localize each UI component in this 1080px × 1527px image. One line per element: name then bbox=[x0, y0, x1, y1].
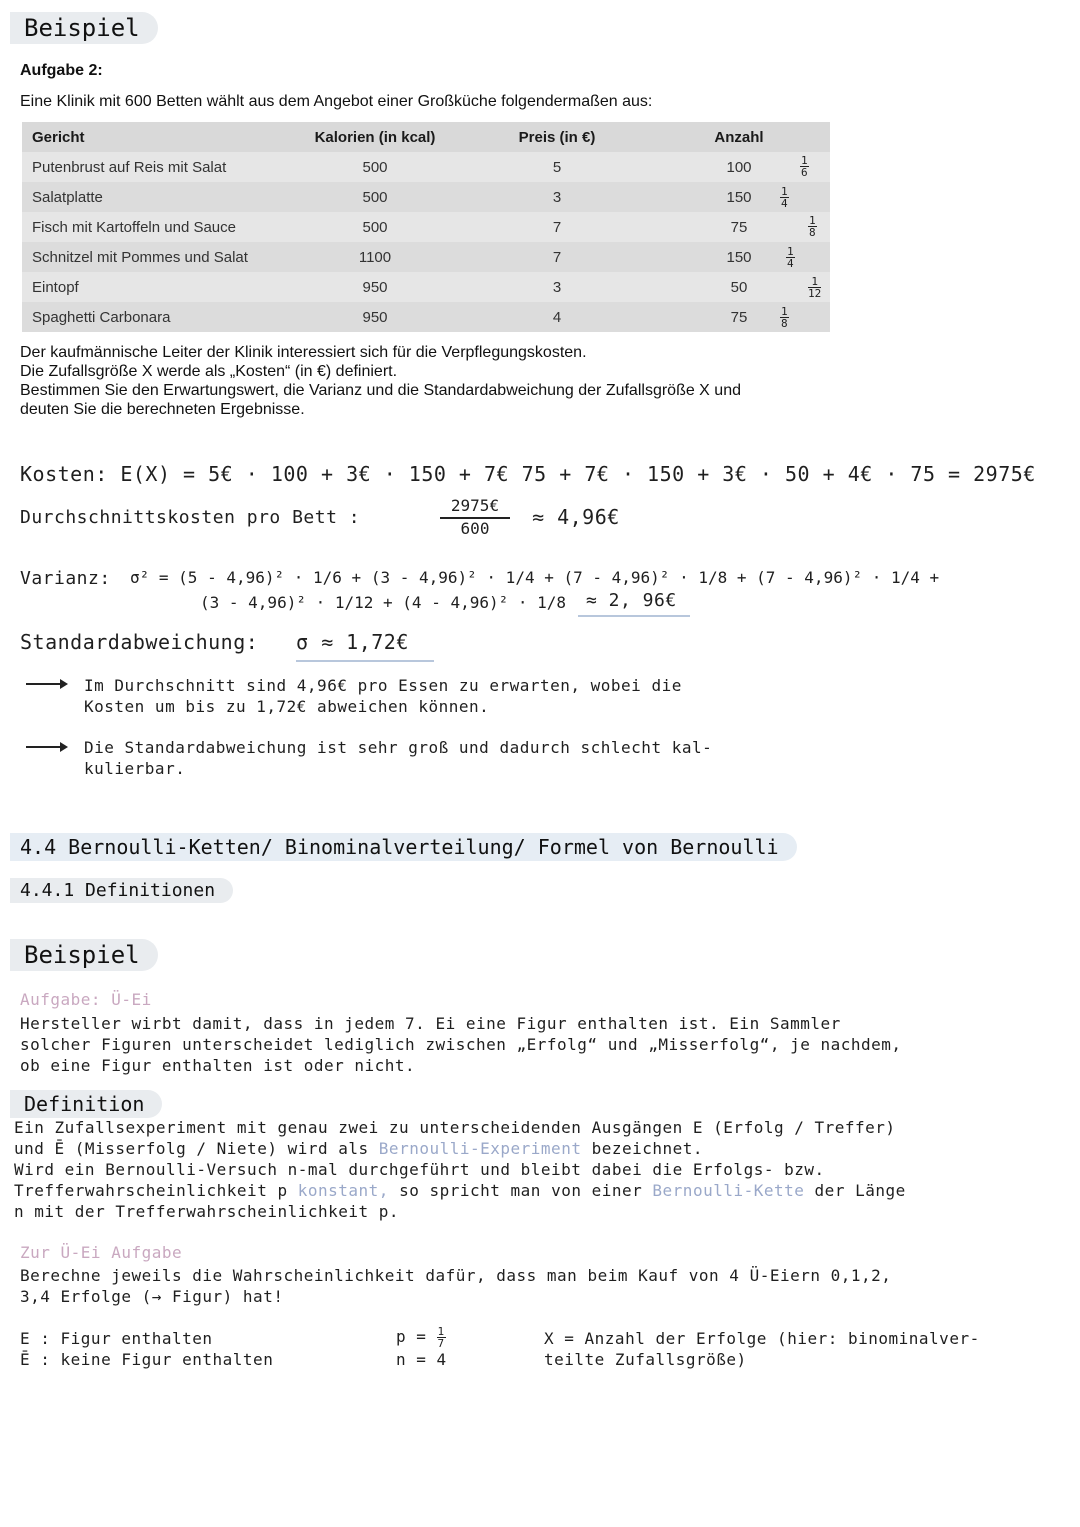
zur-aufgabe-label: Zur Ü-Ei Aufgabe bbox=[20, 1243, 183, 1262]
cell-gericht: Spaghetti Carbonara bbox=[22, 302, 284, 332]
table-row bbox=[22, 152, 830, 182]
cell-preis: 5 bbox=[466, 152, 648, 182]
table-row bbox=[22, 182, 830, 212]
table-frac-6: $\frac{1}{8}$ bbox=[781, 305, 788, 330]
cell-preis: 7 bbox=[466, 212, 648, 242]
term-bernoulli-kette: Bernoulli-Kette bbox=[652, 1181, 805, 1200]
x-definition: X = Anzahl der Erfolge (hier: binominalver- teilte Zufallsgröße) bbox=[544, 1329, 980, 1369]
task-description: Der kaufmännische Leiter der Klinik interessiert sich für die Verpflegungskosten. Die Zufallsgröße X werde als „Kosten“ (in €) definiert. Bestimmen Sie den Erwartungswert, die Varianz und die Standardabweichung der Zufallsgröße X und deuten Sie die berechneten Ergebnisse. bbox=[20, 344, 741, 418]
aufgabe-ue-label: Aufgabe: Ü-Ei bbox=[20, 990, 152, 1009]
cell-kalorien: 950 bbox=[284, 302, 466, 332]
cell-kalorien: 500 bbox=[284, 152, 466, 182]
cell-anzahl: 150 bbox=[648, 242, 830, 272]
cell-preis: 4 bbox=[466, 302, 648, 332]
cell-anzahl: 75 bbox=[648, 212, 830, 242]
term-konstant: konstant, bbox=[297, 1181, 389, 1200]
cell-anzahl: 150 bbox=[648, 182, 830, 212]
kosten-equation: Kosten: E(X) = 5€ · 100 + 3€ · 150 + 7€ 75 + 7€ · 150 + 3€ · 50 + 4€ · 75 = 2975€ bbox=[20, 462, 1036, 486]
col-header-anzahl: Anzahl bbox=[648, 122, 830, 152]
interpretation-1: Im Durchschnitt sind 4,96€ pro Essen zu erwarten, wobei die Kosten um bis zu 1,72€ abweichen können. bbox=[84, 676, 682, 716]
cell-kalorien: 500 bbox=[284, 182, 466, 212]
n-value: n = 4 bbox=[396, 1350, 447, 1369]
cell-preis: 3 bbox=[466, 272, 648, 302]
event-definitions: E : Figur enthalten Ē : keine Figur enthalten bbox=[20, 1329, 274, 1369]
table-frac-3: $\frac{1}{8}$ bbox=[809, 214, 816, 239]
cell-gericht: Putenbrust auf Reis mit Salat bbox=[22, 152, 284, 182]
col-header-kalorien: Kalorien (in kcal) bbox=[284, 122, 466, 152]
subsection-heading: 4.4.1 Definitionen bbox=[10, 878, 233, 903]
term-bernoulli-experiment: Bernoulli-Experiment bbox=[378, 1139, 582, 1158]
table-row bbox=[22, 272, 830, 302]
aufgabe-intro: Eine Klinik mit 600 Betten wählt aus dem Angebot einer Großküche folgendermaßen aus: bbox=[20, 93, 653, 110]
table-row bbox=[22, 212, 830, 242]
table-row bbox=[22, 242, 830, 272]
aufgabe-title: Aufgabe 2: bbox=[20, 62, 103, 79]
table-frac-1: $\frac{1}{6}$ bbox=[801, 154, 808, 179]
varianz-result: ≈ 2, 96€ bbox=[578, 590, 690, 617]
cell-preis: 7 bbox=[466, 242, 648, 272]
varianz-line-2: (3 - 4,96)² · 1/12 + (4 - 4,96)² · 1/8 bbox=[200, 593, 567, 612]
std-value: σ ≈ 1,72€ bbox=[296, 630, 434, 662]
durchschnitt-label: Durchschnittskosten pro Bett : bbox=[20, 507, 361, 528]
zur-aufgabe-text: Berechne jeweils die Wahrscheinlichkeit dafür, dass man beim Kauf von 4 Ü-Eiern 0,1,2, 3,4 Erfolge (→ Figur) hat! bbox=[20, 1266, 892, 1306]
arrow-right-icon bbox=[26, 746, 66, 748]
varianz-label: Varianz: bbox=[20, 568, 111, 589]
table-frac-5: $\frac{1}{12}$ bbox=[808, 275, 822, 300]
arrow-right-icon bbox=[26, 683, 66, 685]
ue-task-text: Hersteller wirbt damit, dass in jedem 7. Ei eine Figur enthalten ist. Ein Sammler solcher Figuren unterscheidet lediglich zwischen „Erfolg“ und „Misserfolg“, je nachdem, ob eine Figur enthalten ist oder nicht. bbox=[20, 1014, 902, 1075]
std-label: Standardabweichung: bbox=[20, 630, 259, 654]
table-frac-2: $\frac{1}{4}$ bbox=[781, 185, 788, 210]
definition-heading: Definition bbox=[10, 1090, 162, 1118]
p-value: p = $\frac{1}{7}$ bbox=[396, 1325, 445, 1350]
food-table bbox=[22, 122, 830, 332]
section-heading: 4.4 Bernoulli-Ketten/ Binominalverteilung/ Formel von Bernoulli bbox=[10, 833, 797, 861]
cell-gericht: Schnitzel mit Pommes und Salat bbox=[22, 242, 284, 272]
durchschnitt-fraction: 2975€ 600 bbox=[440, 496, 510, 538]
cell-kalorien: 1100 bbox=[284, 242, 466, 272]
varianz-line-1: σ² = (5 - 4,96)² · 1/6 + (3 - 4,96)² · 1/4 + (7 - 4,96)² · 1/8 + (7 - 4,96)² · 1/4 + bbox=[130, 568, 940, 587]
table-row bbox=[22, 302, 830, 332]
cell-kalorien: 950 bbox=[284, 272, 466, 302]
cell-gericht: Eintopf bbox=[22, 272, 284, 302]
cell-preis: 3 bbox=[466, 182, 648, 212]
cell-gericht: Fisch mit Kartoffeln und Sauce bbox=[22, 212, 284, 242]
beispiel-heading-2: Beispiel bbox=[10, 939, 158, 971]
cell-anzahl: 75 bbox=[648, 302, 830, 332]
table-frac-4: $\frac{1}{4}$ bbox=[787, 245, 794, 270]
beispiel-heading: Beispiel bbox=[10, 12, 158, 44]
col-header-preis: Preis (in €) bbox=[466, 122, 648, 152]
cell-kalorien: 500 bbox=[284, 212, 466, 242]
interpretation-2: Die Standardabweichung ist sehr groß und dadurch schlecht kal- kulierbar. bbox=[84, 738, 713, 778]
col-header-gericht: Gericht bbox=[22, 122, 284, 152]
durchschnitt-result: ≈ 4,96€ bbox=[532, 505, 620, 529]
cell-anzahl: 50 bbox=[648, 272, 830, 302]
definition-text: Ein Zufallsexperiment mit genau zwei zu unterscheidenden Ausgängen E (Erfolg / Treffer) und Ē (Misserfolg / Niete) wird als Bernoulli-Experiment bezeichnet. Wird ein Bernoulli-Versuch n-mal durchgeführt und bleibt dabei die Erfolgs- bzw. Trefferwahrscheinlichkeit p konstant, so spricht man von einer Bernoulli-Kette der Länge n mit der Trefferwahrscheinlichkeit p. bbox=[14, 1118, 906, 1221]
cell-gericht: Salatplatte bbox=[22, 182, 284, 212]
cell-anzahl: 100 bbox=[648, 152, 830, 182]
